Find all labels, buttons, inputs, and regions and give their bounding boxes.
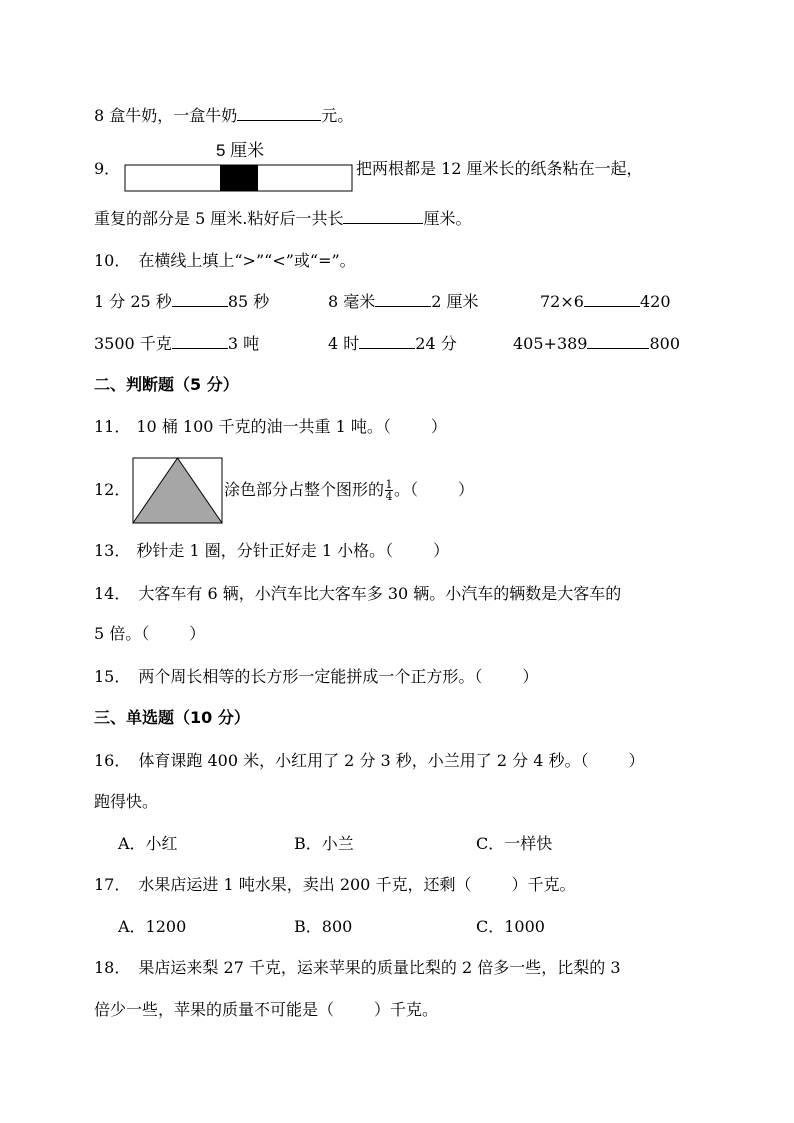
q13-number: 13． xyxy=(94,541,131,560)
compare-blank[interactable] xyxy=(587,333,649,349)
q17-option-a[interactable]: A．1200 xyxy=(118,917,187,936)
q9-text-3: 厘米。 xyxy=(423,209,472,228)
q10-r1-c1 xyxy=(94,291,269,313)
q11-paren-close: ） xyxy=(430,417,447,436)
section-heading-choice: 三、单选题（10 分） xyxy=(94,708,250,727)
q10-r2-c3 xyxy=(513,333,680,355)
compare-right: 420 xyxy=(639,292,671,311)
q16-option-c[interactable]: C．一样快 xyxy=(476,834,553,853)
q13-text: 秒针走 1 圈，分针正好走 1 小格。（ xyxy=(136,541,394,560)
q18-number: 18． xyxy=(94,958,131,977)
q9-number: 9． xyxy=(94,159,121,178)
compare-left: 3500 千克 xyxy=(94,334,172,353)
q16-paren-close: ） xyxy=(628,751,645,770)
compare-right: 3 吨 xyxy=(227,334,260,353)
q18-text: 果店运来梨 27 千克，运来苹果的质量比梨的 2 倍多一些，比梨的 3 xyxy=(138,958,621,977)
q10-r1-c3 xyxy=(540,291,671,313)
q16-option-b[interactable]: B．小兰 xyxy=(294,834,354,853)
q18-paren-close: ）千克。 xyxy=(374,1000,439,1019)
compare-blank[interactable] xyxy=(375,291,431,307)
q10-r2-c2 xyxy=(328,333,457,355)
q16-option-a[interactable]: A．小红 xyxy=(118,834,178,853)
q10-prompt xyxy=(94,250,356,272)
q14-number: 14． xyxy=(94,584,131,603)
compare-right: 85 秒 xyxy=(227,292,270,311)
q11-text: 10 桶 100 千克的油一共重 1 吨。（ xyxy=(136,417,391,436)
q14 xyxy=(94,583,621,605)
q8-text: 8 盒牛奶，一盒牛奶 xyxy=(94,106,238,125)
q12-text xyxy=(224,479,474,502)
compare-left: 8 毫米 xyxy=(328,292,376,311)
q10-number: 10． xyxy=(94,251,131,270)
q12-text-a: 涂色部分占整个图形的 xyxy=(224,480,385,499)
q17 xyxy=(94,874,575,896)
compare-left: 72×6 xyxy=(540,292,584,311)
q10-r2-c1 xyxy=(94,333,259,355)
q17-option-c[interactable]: C．1000 xyxy=(476,917,545,936)
fraction-denominator: 4 xyxy=(385,490,393,503)
q17-paren-close: ）千克。 xyxy=(511,875,576,894)
compare-right: 800 xyxy=(649,334,681,353)
q15-number: 15． xyxy=(94,667,131,686)
fraction-numerator: 1 xyxy=(385,478,393,491)
q15-text: 两个周长相等的长方形一定能拼成一个正方形。（ xyxy=(138,667,483,686)
q11-number: 11． xyxy=(94,417,131,436)
q12-paren-close: ） xyxy=(458,480,475,499)
q16-number: 16． xyxy=(94,751,131,770)
compare-blank[interactable] xyxy=(359,333,415,349)
q9-text-2: 重复的部分是 5 厘米.粘好后一共长 xyxy=(94,209,344,228)
paper-strip-figure xyxy=(124,164,354,194)
q18-text-2: 倍少一些，苹果的质量不可能是（ xyxy=(94,1000,335,1019)
q14-line2 xyxy=(94,623,205,645)
compare-right: 24 分 xyxy=(415,334,457,353)
q13-paren-close: ） xyxy=(433,541,450,560)
q8-answer-blank[interactable] xyxy=(237,105,321,121)
q18 xyxy=(94,957,621,979)
compare-left: 4 时 xyxy=(328,334,360,353)
q14-text-2: 5 倍。（ xyxy=(94,624,150,643)
q14-paren-close: ） xyxy=(189,624,206,643)
q12-number: 12． xyxy=(94,480,131,499)
q16 xyxy=(94,750,645,772)
overlap-segment xyxy=(220,165,258,191)
q17-option-b[interactable]: B．800 xyxy=(294,917,353,936)
q9-answer-blank[interactable] xyxy=(343,208,423,224)
q9-line2 xyxy=(94,208,471,230)
compare-blank[interactable] xyxy=(172,291,228,307)
q10-r1-c2 xyxy=(328,291,479,313)
q9-strip-label: 5 厘米 xyxy=(216,141,265,160)
q15 xyxy=(94,666,538,688)
q12-text-b: 。（ xyxy=(394,480,419,499)
compare-left: 405+389 xyxy=(513,334,588,353)
q18-line2 xyxy=(94,999,438,1021)
q14-text: 大客车有 6 辆，小汽车比大客车多 30 辆。小汽车的辆数是大客车的 xyxy=(138,584,622,603)
q15-paren-close: ） xyxy=(522,667,539,686)
q16-text: 体育课跑 400 米，小红用了 2 分 3 秒，小兰用了 2 分 4 秒。（ xyxy=(138,751,589,770)
q10-text: 在横线上填上“>”“<”或“=”。 xyxy=(138,251,356,270)
q16-line2: 跑得快。 xyxy=(94,792,159,811)
compare-blank[interactable] xyxy=(584,291,640,307)
compare-blank[interactable] xyxy=(172,333,228,349)
q11 xyxy=(94,416,447,438)
q9-text: 把两根都是 12 厘米长的纸条粘在一起， xyxy=(356,159,643,178)
triangle-in-rectangle-figure xyxy=(132,457,224,525)
compare-right: 2 厘米 xyxy=(431,292,479,311)
q17-text: 水果店运进 1 吨水果，卖出 200 千克，还剩（ xyxy=(138,875,472,894)
compare-left: 1 分 25 秒 xyxy=(94,292,172,311)
q13 xyxy=(94,540,449,562)
fraction-one-quarter xyxy=(385,479,393,502)
section-heading-judgment: 二、判断题（5 分） xyxy=(94,375,239,394)
q8-line xyxy=(94,105,353,127)
q8-text-end: 元。 xyxy=(321,106,354,125)
q17-number: 17． xyxy=(94,875,131,894)
